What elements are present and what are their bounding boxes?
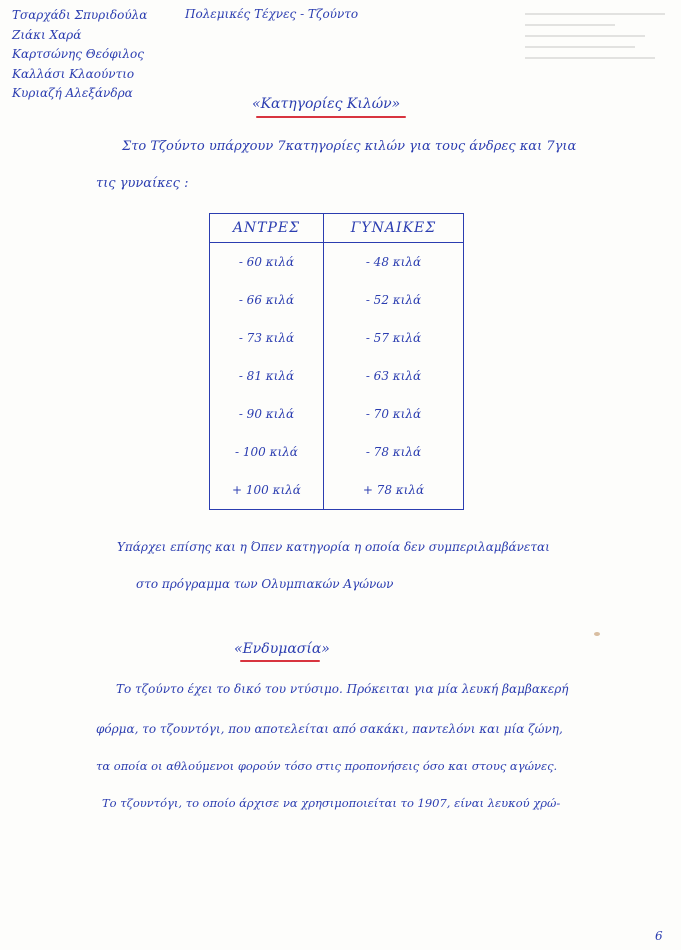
body-line: Το τζουντόγι, το οποίο άρχισε να χρησιμοποιείται το 1907, είναι λευκού χρώ- (102, 796, 561, 810)
table-row (210, 243, 464, 282)
page-header-title: Πολεμικές Τέχνες - Τζούντο (185, 7, 359, 21)
men-weight-cell: - 100 κιλά (210, 433, 324, 471)
table-row (210, 319, 464, 357)
show-through-text (525, 4, 675, 84)
table-row (210, 471, 464, 510)
section-title-clothing (234, 641, 330, 657)
table-row (210, 357, 464, 395)
table-row (210, 281, 464, 319)
men-weight-cell: - 90 κιλά (210, 395, 324, 433)
body-line: φόρμα, το τζουντόγι, που αποτελείται από σακάκι, παντελόνι και μία ζώνη, (96, 722, 563, 736)
women-weight-cell: + 78 κιλά (323, 471, 463, 510)
author-name: Καρτσώνης Θεόφιλος (12, 47, 144, 61)
note-line: στο πρόγραμμα των Ολυμπιακών Αγώνων (136, 577, 394, 591)
women-weight-cell: - 70 κιλά (323, 395, 463, 433)
paper-speck (594, 632, 600, 636)
author-list (12, 6, 147, 104)
men-weight-cell: + 100 κιλά (210, 471, 324, 510)
author-name: Ζιάκι Χαρά (12, 27, 82, 42)
intro-line: Στο Τζούντο υπάρχουν 7κατηγορίες κιλών για τους άνδρες και 7για (122, 139, 577, 154)
body-line: Το τζούντο έχει το δικό του ντύσιμο. Πρόκειται για μία λευκή βαμβακερή (116, 682, 569, 696)
body-line: τα οποία οι αθλούμενοι φορούν τόσο στις προπονήσεις όσο και στους αγώνες. (96, 759, 558, 773)
author-name: Τσαρχάδι Σπυριδούλα (12, 8, 148, 22)
author-name: Καλλάσι Κλαούντιο (12, 66, 135, 81)
men-weight-cell: - 73 κιλά (210, 319, 324, 357)
column-header-women: ΓΥΝΑΙΚΕΣ (323, 214, 463, 243)
column-header-men: ΑΝΤΡΕΣ (210, 214, 324, 243)
section-title-weight-categories (252, 96, 400, 112)
men-weight-cell: - 66 κιλά (210, 281, 324, 319)
table-row (210, 433, 464, 471)
note-line: Υπάρχει επίσης και η Όπεν κατηγορία η οποία δεν συμπεριλαμβάνεται (117, 540, 550, 554)
table-row (210, 395, 464, 433)
women-weight-cell: - 63 κιλά (323, 357, 463, 395)
women-weight-cell: - 57 κιλά (323, 319, 463, 357)
section-title-text: «Ενδυμασία» (234, 641, 330, 657)
weight-categories-table (209, 213, 464, 510)
women-weight-cell: - 78 κιλά (323, 433, 463, 471)
intro-line: τις γυναίκες : (96, 176, 189, 191)
page-number: 6 (655, 929, 663, 943)
author-name: Κυριαζή Αλεξάνδρα (12, 86, 133, 100)
women-weight-cell: - 52 κιλά (323, 281, 463, 319)
women-weight-cell: - 48 κιλά (323, 243, 463, 282)
men-weight-cell: - 60 κιλά (210, 243, 324, 282)
title-underline (256, 116, 406, 118)
section-title-text: «Κατηγορίες Κιλών» (252, 96, 401, 112)
men-weight-cell: - 81 κιλά (210, 357, 324, 395)
title-underline (240, 660, 320, 662)
table-header-row (210, 214, 464, 243)
